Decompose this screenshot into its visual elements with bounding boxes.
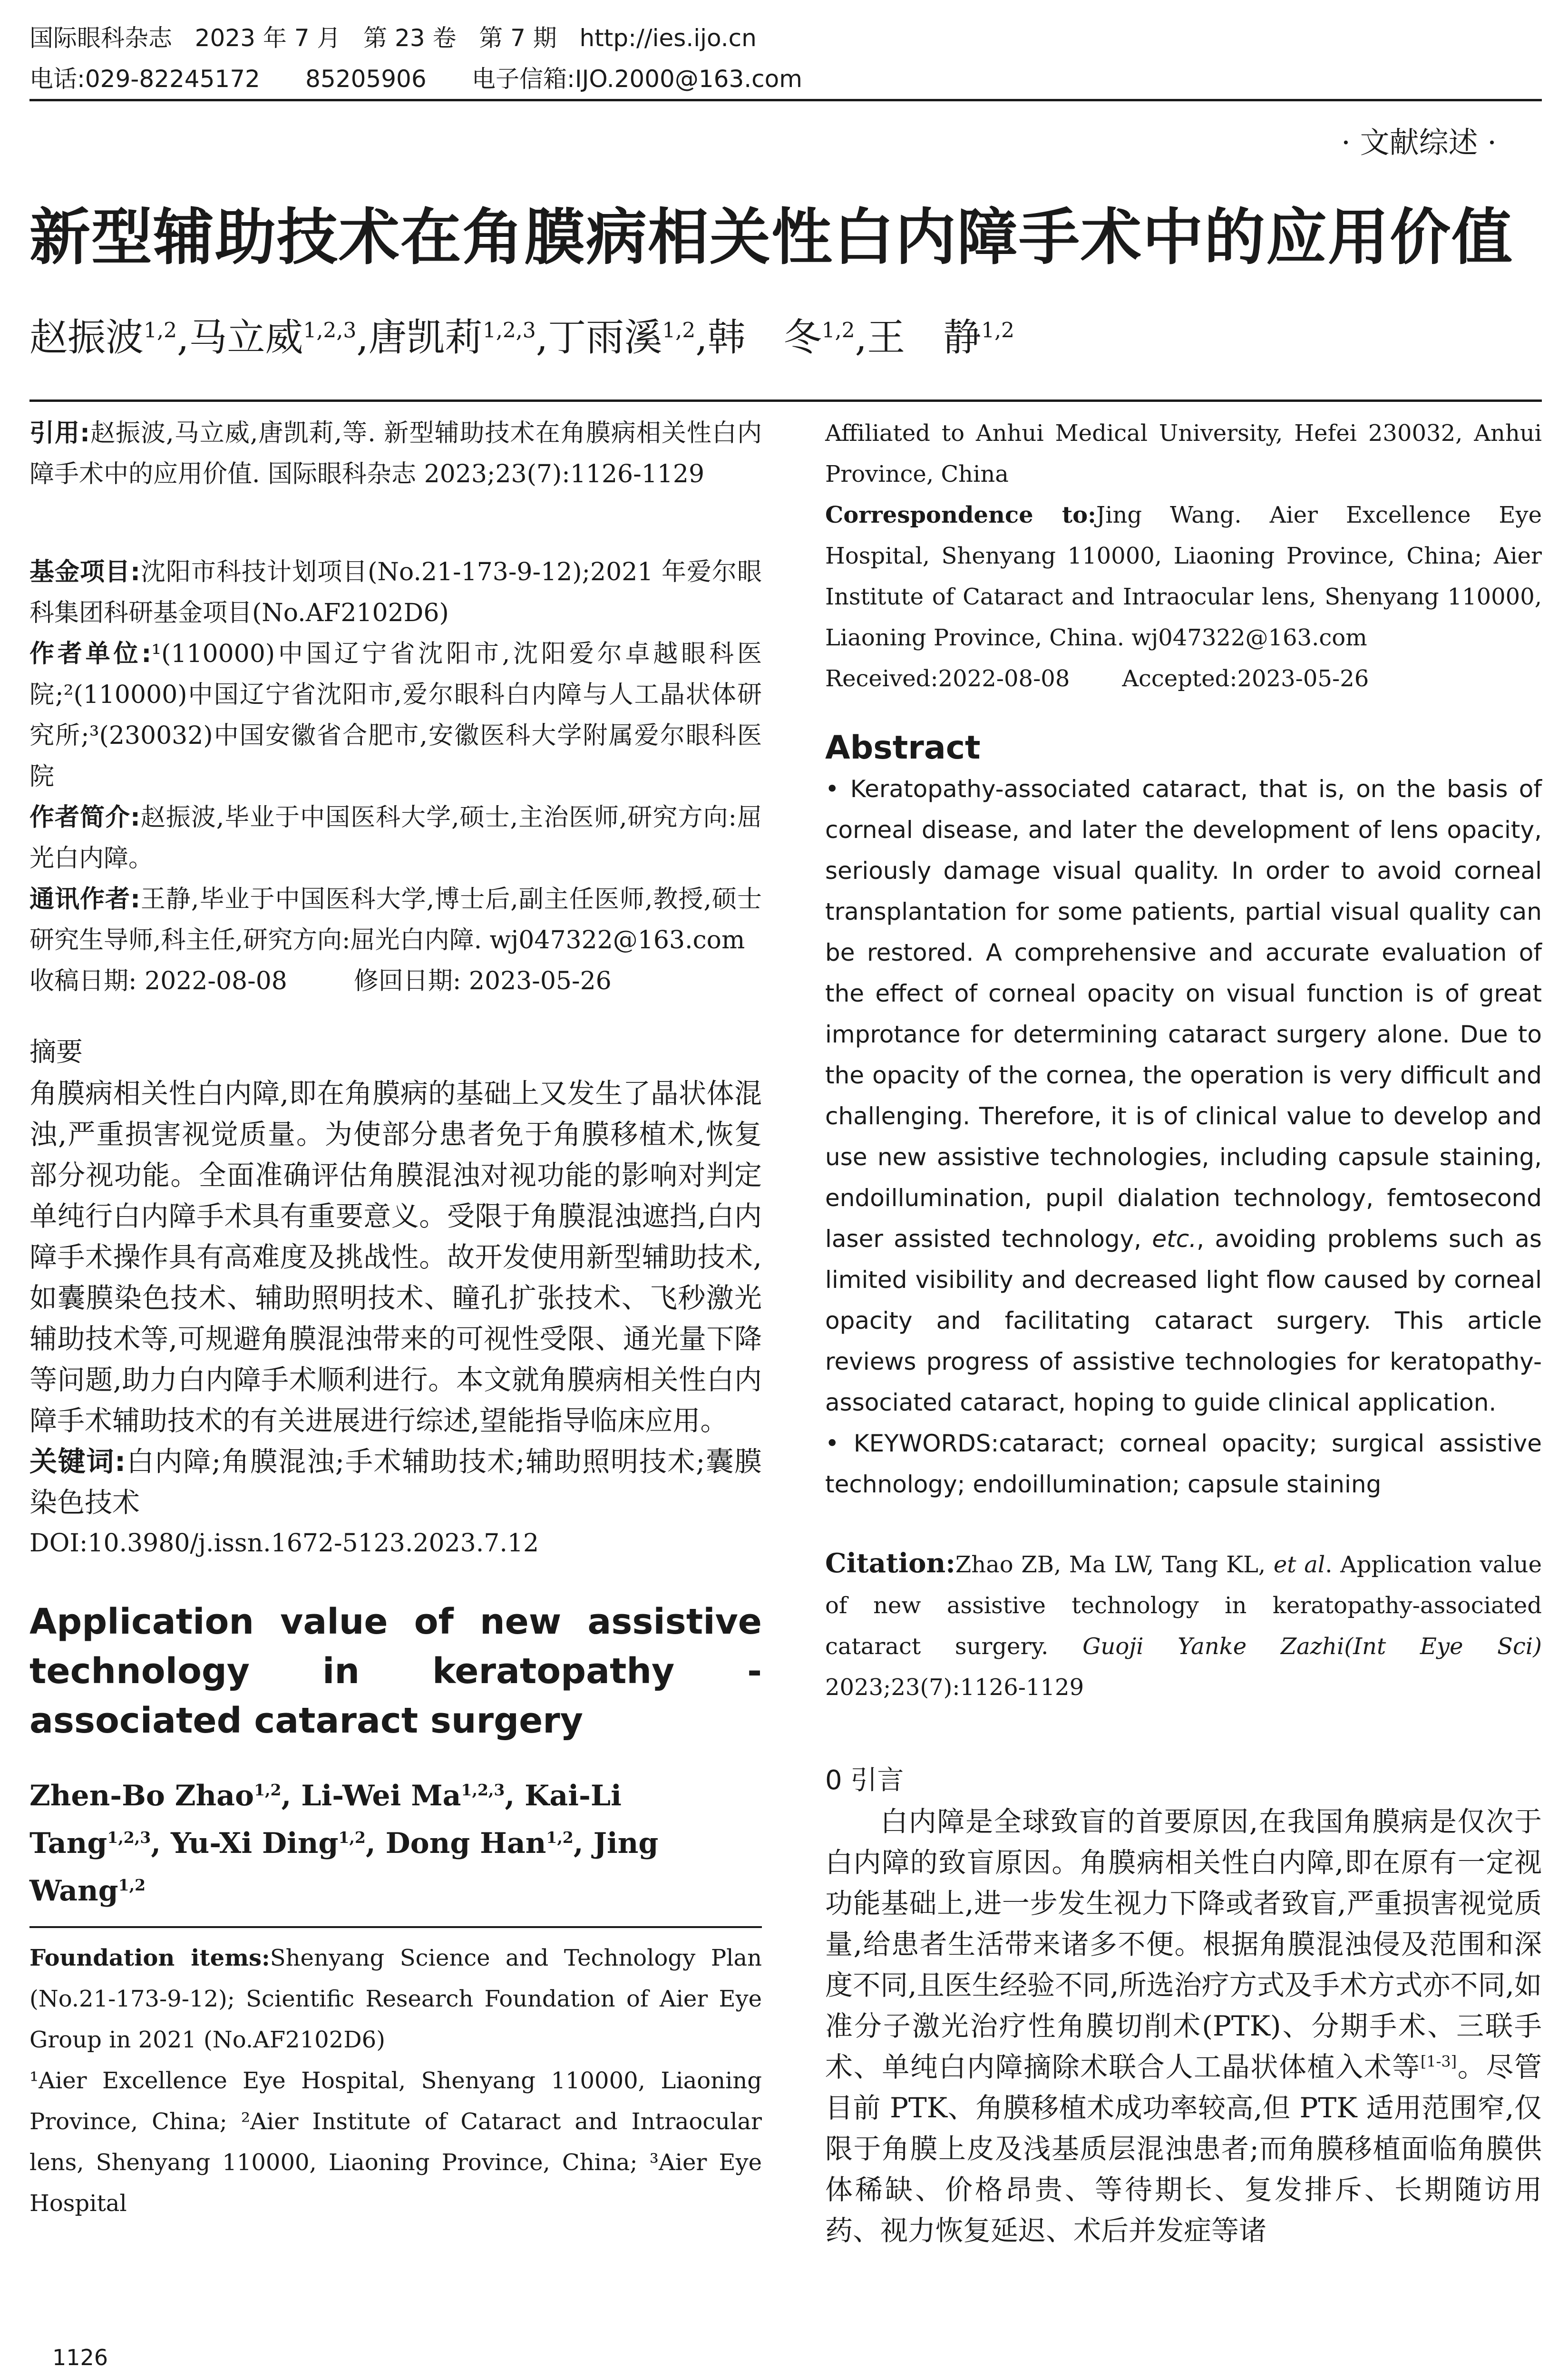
authors-cn xyxy=(29,314,1542,361)
abstract-bullet: • xyxy=(825,775,839,803)
authors-en xyxy=(29,1772,762,1915)
correspondence-label: Correspondence to: xyxy=(825,502,1096,528)
page-number: 1126 xyxy=(52,2345,108,2370)
header-rule xyxy=(29,99,1542,101)
author-en-separator: , xyxy=(505,1779,525,1812)
section-tag: · 文献综述 · xyxy=(1341,125,1497,160)
author-en-name: Dong Han xyxy=(385,1827,546,1860)
unit-text: ¹(110000)中国辽宁省沈阳市,沈阳爱尔卓越眼科医院;²(110000)中国辽宁省沈阳市,爱尔眼科白内障与人工晶状体研究所;³(230032)中国安徽省合肥市,安徽医科大学附属爱尔眼科医院 xyxy=(29,640,762,791)
abstract-text-en: Keratopathy-associated cataract, that is, on the basis of corneal disease, and later the development of lens opacity, seriously damage visual quality. In order to avoid corneal transplantation for some patients, partial visual quality can be restored. A comprehensive and accurate evaluation of the effect of corneal opacity on visual function is of great improtance for determining cataract surgery alone. Due to the opacity of the cornea, the operation is very difficult and challenging. Therefore, it is of clinical value to develop and use new assistive technologies, including capsule staining, endoillumination, pupil dialation technology, femtosecond laser assisted technology, xyxy=(825,775,1542,1253)
author-cn-name: 赵振波 xyxy=(29,315,144,360)
author-cn-affiliation: 1,2 xyxy=(662,318,696,343)
revised-date: 修回日期: 2023-05-26 xyxy=(353,967,612,995)
author-cn-name: 丁雨溪 xyxy=(548,315,662,360)
citation-journal: Guoji Yanke Zazhi(Int Eye Sci) xyxy=(1082,1633,1542,1660)
cite-label: 引用: xyxy=(29,419,90,448)
citation-text-3: 2023;23(7):1126-1129 xyxy=(825,1674,1084,1701)
left-column xyxy=(29,413,762,2224)
author-en-name: Zhen-Bo Zhao xyxy=(29,1779,254,1812)
unit-label: 作者单位: xyxy=(29,640,152,668)
foundation-label: Foundation items: xyxy=(29,1945,270,1971)
doi: DOI:10.3980/j.issn.1672-5123.2023.7.12 xyxy=(29,1529,539,1558)
cite-text: 赵振波,马立威,唐凯莉,等. 新型辅助技术在角膜病相关性白内障手术中的应用价值. 国际眼科杂志 2023;23(7):1126-1129 xyxy=(29,419,762,488)
author-cn-separator: , xyxy=(855,315,867,360)
author-en-separator: , xyxy=(365,1827,386,1860)
author-cn-separator: , xyxy=(356,315,369,360)
affiliations-en: ¹Aier Excellence Eye Hospital, Shenyang 110000, Liaoning Province, China; ²Aier Institute of Cataract and Intraocular lens, Shenyang 110000, Liaoning Province, China; ³Aier Eye Hospital xyxy=(29,2067,762,2217)
right-column xyxy=(825,413,1542,2251)
keywords-text-cn: 白内障;角膜混浊;手术辅助技术;辅助照明技术;囊膜染色技术 xyxy=(29,1445,762,1519)
corr-text: 王静,毕业于中国医科大学,博士后,副主任医师,教授,硕士研究生导师,科主任,研究方向:屈光白内障. wj047322@163.com xyxy=(29,885,762,955)
author-cn-name: 唐凯莉 xyxy=(368,315,483,360)
intro-head: 0 引言 xyxy=(825,1765,904,1796)
citation-text-2: . Application value of new assistive technology in keratopathy-associated cataract surgery. xyxy=(825,1551,1542,1660)
fund-text: 沈阳市科技计划项目(No.21-173-9-12);2021 年爱尔眼科集团科研基金项目(No.AF2102D6) xyxy=(29,558,762,627)
author-en-name: Yu-Xi Ding xyxy=(171,1827,339,1860)
fund-label: 基金项目: xyxy=(29,558,140,586)
received-date-en: Received:2022-08-08 xyxy=(825,665,1070,692)
author-en-affiliation: 1,2,3 xyxy=(107,1828,151,1847)
author-en-separator: , xyxy=(151,1827,171,1860)
affiliations-en-cont: Affiliated to Anhui Medical University, Hefei 230032, Anhui Province, China xyxy=(825,420,1542,487)
abstract-head-en: Abstract xyxy=(825,729,981,767)
bio-label: 作者简介: xyxy=(29,803,140,832)
author-en-affiliation: 1,2,3 xyxy=(461,1781,505,1799)
author-en-separator: , xyxy=(573,1827,594,1860)
author-cn-name: 韩 冬 xyxy=(707,315,822,360)
author-cn-affiliation: 1,2 xyxy=(981,318,1015,343)
intro-text-2: 。尽管目前 PTK、角膜移植术成功率较高,但 PTK 适用范围窄,仅限于角膜上皮及浅基质层混浊患者;而角膜移植面临角膜供体稀缺、价格昂贵、等待期长、复发排斥、长期随访用药、视力恢复延迟、术后并发症等诸 xyxy=(825,2051,1542,2247)
citation-etal: et al xyxy=(1273,1551,1325,1578)
author-en-affiliation: 1,2 xyxy=(546,1828,574,1847)
intro-text: 白内障是全球致盲的首要原因,在我国角膜病是仅次于白内障的致盲原因。角膜病相关性白内障,即在原有一定视功能基础上,进一步发生视力下降或者致盲,严重损害视觉质量,给患者生活带来诸多不便。根据角膜混浊侵及范围和深度不同,且医生经验不同,所选治疗方式及手术方式亦不同,如准分子激光治疗性角膜切削术(PTK)、分期手术、三联手术、单纯白内障摘除术联合人工晶状体植入术等 xyxy=(825,1805,1542,2083)
keywords-bullet: • xyxy=(825,1430,839,1457)
author-cn-separator: , xyxy=(536,315,548,360)
author-en-name: Li-Wei Ma xyxy=(301,1779,461,1812)
title-rule xyxy=(29,399,1542,402)
citation-text-1: Zhao ZB, Ma LW, Tang KL, xyxy=(955,1551,1266,1578)
foundation-text: Shenyang Science and Technology Plan (No.21-173-9-12); Scientific Research Foundation of Aier Eye Group in 2021 (No.AF2102D6) xyxy=(29,1945,762,2053)
keywords-label-en: KEYWORDS: xyxy=(853,1430,999,1457)
journal-header-line-1: 国际眼科杂志 2023 年 7 月 第 23 卷 第 7 期 http://ies.ijo.cn xyxy=(29,24,757,52)
author-en-name: Kai-Li Tang xyxy=(29,1779,622,1860)
author-cn-separator: , xyxy=(176,315,189,360)
received-date: 收稿日期: 2022-08-08 xyxy=(29,967,287,995)
abstract-etc: etc. xyxy=(1152,1225,1197,1253)
author-cn-affiliation: 1,2 xyxy=(144,318,177,343)
citation-label: Citation: xyxy=(825,1548,955,1579)
article-title-en: Application value of new assistive technology in keratopathy - associated cataract surgery xyxy=(29,1601,762,1741)
correspondence-text: Jing Wang. Aier Excellence Eye Hospital, Shenyang 110000, Liaoning Province, China; Aier Institute of Cataract and Intraocular lens, Shenyang 110000, Liaoning Province, China. wj047322@163.com xyxy=(825,502,1542,651)
author-en-separator: , xyxy=(281,1779,302,1812)
author-cn-name: 马立威 xyxy=(189,315,303,360)
author-cn-name: 王 静 xyxy=(867,315,982,360)
abstract-text-en-2: , avoiding problems such as limited visibility and decreased light flow caused by corneal opacity and facilitating cataract surgery. This article reviews progress of assistive technologies for keratopathy-associated cataract, hoping to guide clinical application. xyxy=(825,1225,1542,1416)
author-en-name: Jing Wang xyxy=(29,1827,659,1908)
abstract-text-cn: 角膜病相关性白内障,即在角膜病的基础上又发生了晶状体混浊,严重损害视觉质量。为使部分患者免于角膜移植术,恢复部分视功能。全面准确评估角膜混浊对视功能的影响对判定单纯行白内障手术具有重要意义。受限于角膜混浊遮挡,白内障手术操作具有高难度及挑战性。故开发使用新型辅助技术,如囊膜染色技术、辅助照明技术、瞳孔扩张技术、飞秒激光辅助技术等,可规避角膜混浊带来的可视性受限、通光量下降等问题,助力白内障手术顺利进行。本文就角膜病相关性白内障手术辅助技术的有关进展进行综述,望能指导临床应用。 xyxy=(29,1077,762,1437)
intro-ref: [1-3] xyxy=(1420,2052,1457,2071)
corr-label: 通讯作者: xyxy=(29,885,140,914)
keywords-label-cn: 关键词: xyxy=(29,1445,126,1478)
author-cn-affiliation: 1,2 xyxy=(821,318,855,343)
bio-text: 赵振波,毕业于中国医科大学,硕士,主治医师,研究方向:屈光白内障。 xyxy=(29,803,762,873)
abstract-head-cn: 摘要 xyxy=(29,1037,83,1068)
author-en-affiliation: 1,2 xyxy=(338,1828,366,1847)
article-title-cn: 新型辅助技术在角膜病相关性白内障手术中的应用价值 xyxy=(29,202,1514,273)
journal-header-line-2: 电话:029-82245172 85205906 电子信箱:IJO.2000@163.com xyxy=(29,65,802,93)
accepted-date-en: Accepted:2023-05-26 xyxy=(1122,665,1369,692)
author-cn-affiliation: 1,2,3 xyxy=(482,318,536,343)
keywords-text-en: cataract; corneal opacity; surgical assistive technology; endoillumination; capsule staining xyxy=(825,1430,1542,1498)
author-cn-separator: , xyxy=(695,315,708,360)
author-en-affiliation: 1,2 xyxy=(254,1781,282,1799)
author-en-affiliation: 1,2 xyxy=(118,1876,146,1894)
author-cn-affiliation: 1,2,3 xyxy=(303,318,357,343)
